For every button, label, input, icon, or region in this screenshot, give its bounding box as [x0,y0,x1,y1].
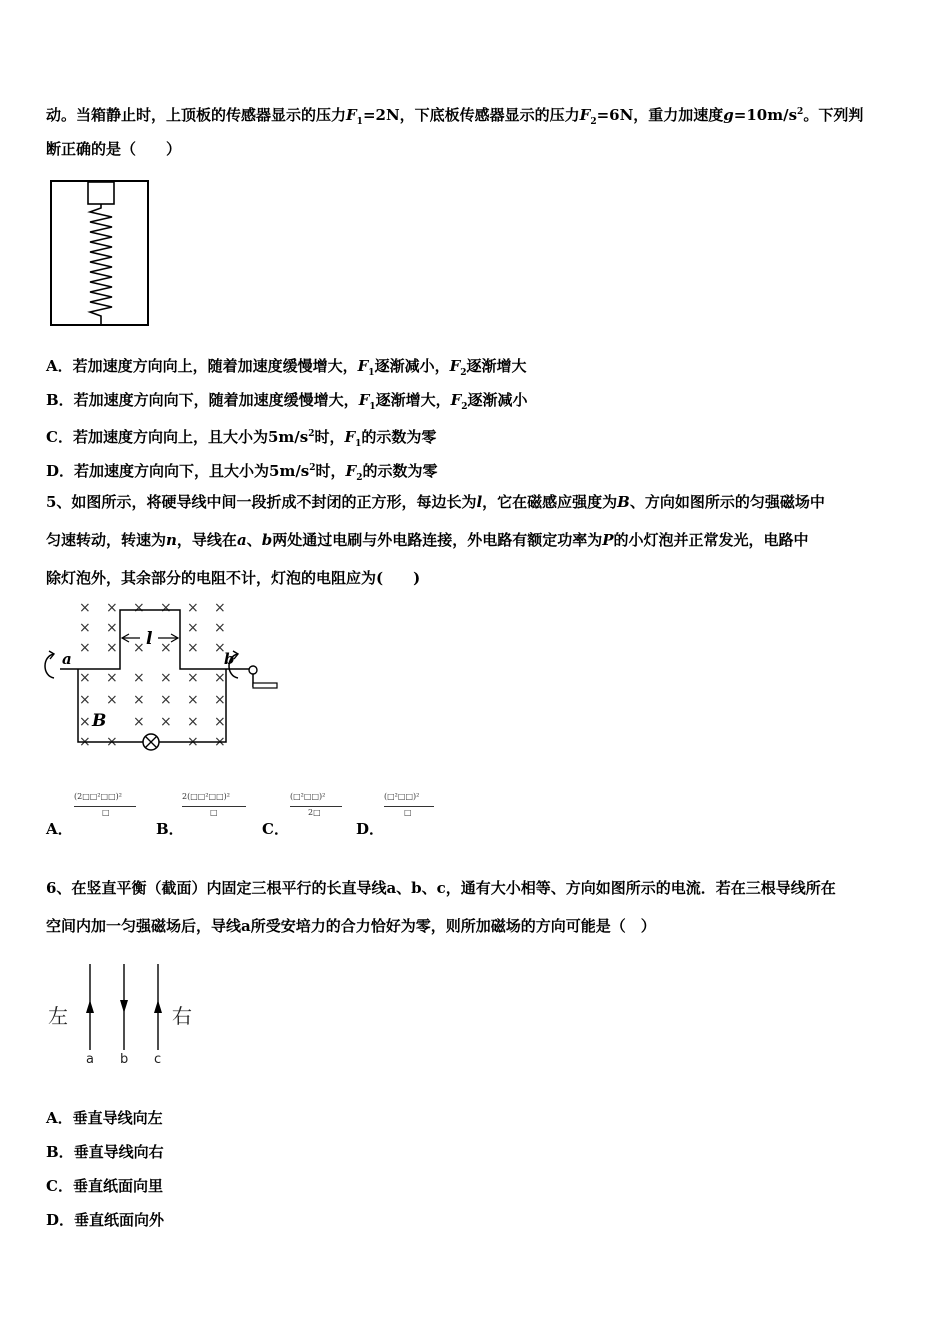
q5-label-b: b [224,650,235,668]
q6-option-d[interactable]: D．垂直纸面向外 [46,1211,165,1229]
field-cross: × [187,620,199,636]
field-cross: × [79,640,91,656]
field-cross: × [106,734,118,750]
field-cross: × [160,640,172,656]
field-cross: × [133,670,145,686]
q6-wire-a-label: a [86,1052,94,1067]
q6-option-c[interactable]: C．垂直纸面向里 [46,1177,163,1195]
q5-label-a: a [62,650,72,668]
field-cross: × [187,670,199,686]
field-cross: × [79,734,91,750]
q5-label-B: B [92,711,107,731]
field-cross: × [214,670,226,686]
field-cross: × [106,692,118,708]
q5-line-1: 5、如图所示，将硬导线中间一段折成不封闭的正方形，每边长为l，它在磁感应强度为B、方向如图所示的匀强磁场中 [46,493,825,511]
q6-option-b[interactable]: B．垂直导线向右 [46,1143,164,1161]
field-cross: × [214,692,226,708]
field-cross: × [79,670,91,686]
q6-wire-b-label: b [120,1052,129,1067]
field-cross: × [214,620,226,636]
q6-line-1: 6、在竖直平衡（截面）内固定三根平行的长直导线a、b、c，通有大小相等、方向如图所示的电流．若在三根导线所在 [46,879,836,897]
field-cross: × [133,692,145,708]
field-cross: × [106,600,118,616]
field-cross: × [187,640,199,656]
wire-a-arrow-up [86,1000,94,1013]
field-cross: × [79,692,91,708]
field-cross: × [133,714,145,730]
q6-left-label: 左 [48,1004,68,1028]
field-cross: × [79,620,91,636]
q5-loop-figure [40,596,290,761]
q6-option-a[interactable]: A．垂直导线向左 [46,1109,163,1127]
field-cross: × [160,670,172,686]
q5-line-3: 除灯泡外，其余部分的电阻不计，灯泡的电阻应为( ) [46,569,421,587]
field-cross: × [214,714,226,730]
field-cross: × [160,600,172,616]
wire-c-arrow-up [154,1000,162,1013]
field-cross: × [133,640,145,656]
q4-option-a[interactable]: A．若加速度方向向上，随着加速度缓慢增大，$F_1$逐渐减小，$F_2$逐渐增大 [46,357,527,378]
q5-options: A． (2□□²□□)² □ B． 2(□□²□□)² □ C． (□²□□)² 2□ D． (□²□□)² □ [46,790,466,840]
field-cross: × [106,670,118,686]
q4-line-2: 断正确的是（ ） [46,140,182,158]
field-cross: × [133,600,145,616]
q4-option-b[interactable]: B．若加速度方向向下，随着加速度缓慢增大，$F_1$逐渐增大，$F_2$逐渐减小 [46,391,528,412]
wire-b-arrow-down [120,1000,128,1013]
field-cross: × [160,692,172,708]
field-cross: × [106,640,118,656]
field-cross: × [187,692,199,708]
q6-wire-c-label: c [154,1052,162,1067]
q5-line-2: 匀速转动，转速为n，导线在a、b两处通过电刷与外电路连接，外电路有额定功率为P的小灯泡并正常发光，电路中 [46,531,809,549]
field-cross: × [214,640,226,656]
q6-line-2: 空间内加一匀强磁场后，导线a所受安培力的合力恰好为零，则所加磁场的方向可能是（ ） [46,917,656,935]
field-cross: × [106,620,118,636]
field-cross: × [187,734,199,750]
field-cross: × [214,734,226,750]
field-cross: × [187,600,199,616]
q4-option-d[interactable]: D．若加速度方向向下，且大小为$5m/s^2$时，$F_2$的示数为零 [46,462,438,483]
field-cross: × [160,714,172,730]
field-cross: × [214,600,226,616]
field-cross: × [79,600,91,616]
field-cross: × [79,714,91,730]
q5-label-l: l [146,629,153,649]
q4-line-1: 动。当箱静止时，上顶板的传感器显示的压力$F_1=2N$，下底板传感器显示的压力$F_2=6N$，重力加速度$g=10m/s^2$。下列判 [46,106,864,127]
q4-option-c[interactable]: C．若加速度方向向上，且大小为$5m/s^2$时，$F_1$的示数为零 [46,428,437,449]
field-cross: × [187,714,199,730]
q6-right-label: 右 [172,1004,192,1028]
q4-spring-box-figure [50,180,150,328]
